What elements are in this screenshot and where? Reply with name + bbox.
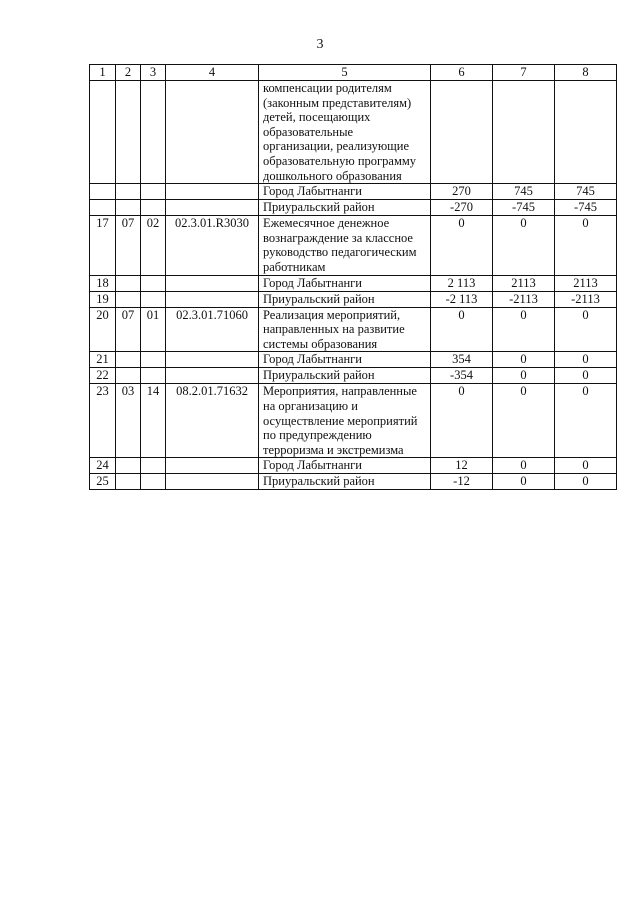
description-cell: Мероприятия, направленные на организацию и осуществление мероприятий по предупреждению терроризма и экстремизма bbox=[259, 384, 431, 458]
amount-col8-cell: -2113 bbox=[555, 291, 617, 307]
description-cell: Город Лабытнанги bbox=[259, 184, 431, 200]
header-cell: 5 bbox=[259, 65, 431, 81]
section-code-cell: 07 bbox=[116, 216, 141, 275]
description-cell: Приуральский район bbox=[259, 368, 431, 384]
table-row bbox=[90, 216, 617, 275]
row-number-cell bbox=[90, 81, 116, 184]
amount-col7-cell: 0 bbox=[493, 216, 555, 275]
amount-col7-cell: -745 bbox=[493, 200, 555, 216]
amount-col6-cell: -12 bbox=[431, 474, 493, 490]
section-code-cell bbox=[116, 368, 141, 384]
table-row bbox=[90, 458, 617, 474]
table-row bbox=[90, 368, 617, 384]
budget-table bbox=[89, 64, 617, 490]
table-row bbox=[90, 291, 617, 307]
target-code-cell bbox=[166, 474, 259, 490]
header-cell: 2 bbox=[116, 65, 141, 81]
target-code-cell: 02.3.01.71060 bbox=[166, 307, 259, 352]
amount-col7-cell: 0 bbox=[493, 384, 555, 458]
header-cell: 6 bbox=[431, 65, 493, 81]
amount-col6-cell: 0 bbox=[431, 216, 493, 275]
subsection-code-cell bbox=[141, 200, 166, 216]
amount-col7-cell: -2113 bbox=[493, 291, 555, 307]
row-number-cell: 21 bbox=[90, 352, 116, 368]
header-cell: 7 bbox=[493, 65, 555, 81]
target-code-cell bbox=[166, 200, 259, 216]
table-row bbox=[90, 307, 617, 352]
target-code-cell: 08.2.01.71632 bbox=[166, 384, 259, 458]
header-cell: 1 bbox=[90, 65, 116, 81]
row-number-cell: 19 bbox=[90, 291, 116, 307]
amount-col8-cell: -745 bbox=[555, 200, 617, 216]
table-row bbox=[90, 200, 617, 216]
description-cell: Приуральский район bbox=[259, 474, 431, 490]
section-code-cell bbox=[116, 184, 141, 200]
amount-col8-cell: 0 bbox=[555, 384, 617, 458]
target-code-cell bbox=[166, 81, 259, 184]
section-code-cell bbox=[116, 200, 141, 216]
amount-col8-cell: 0 bbox=[555, 368, 617, 384]
amount-col8-cell: 2113 bbox=[555, 275, 617, 291]
amount-col6-cell bbox=[431, 81, 493, 184]
section-code-cell bbox=[116, 291, 141, 307]
table-row bbox=[90, 384, 617, 458]
table-row bbox=[90, 184, 617, 200]
subsection-code-cell bbox=[141, 474, 166, 490]
amount-col8-cell: 0 bbox=[555, 307, 617, 352]
subsection-code-cell bbox=[141, 352, 166, 368]
row-number-cell: 18 bbox=[90, 275, 116, 291]
subsection-code-cell: 02 bbox=[141, 216, 166, 275]
amount-col7-cell: 0 bbox=[493, 352, 555, 368]
target-code-cell bbox=[166, 368, 259, 384]
amount-col7-cell: 745 bbox=[493, 184, 555, 200]
description-cell: Реализация мероприятий, направленных на развитие системы образования bbox=[259, 307, 431, 352]
amount-col8-cell: 745 bbox=[555, 184, 617, 200]
table-header-row bbox=[90, 65, 617, 81]
table-row bbox=[90, 352, 617, 368]
amount-col6-cell: 354 bbox=[431, 352, 493, 368]
row-number-cell: 25 bbox=[90, 474, 116, 490]
row-number-cell: 22 bbox=[90, 368, 116, 384]
target-code-cell bbox=[166, 291, 259, 307]
description-cell: компенсации родителям (законным представителям) детей, посещающих образовательные организации, реализующие образовательную программу дошкольного образования bbox=[259, 81, 431, 184]
section-code-cell bbox=[116, 275, 141, 291]
amount-col8-cell: 0 bbox=[555, 458, 617, 474]
table-row bbox=[90, 474, 617, 490]
amount-col6-cell: 0 bbox=[431, 307, 493, 352]
amount-col7-cell: 0 bbox=[493, 307, 555, 352]
subsection-code-cell bbox=[141, 368, 166, 384]
amount-col6-cell: 270 bbox=[431, 184, 493, 200]
target-code-cell bbox=[166, 352, 259, 368]
section-code-cell bbox=[116, 458, 141, 474]
header-cell: 4 bbox=[166, 65, 259, 81]
row-number-cell bbox=[90, 184, 116, 200]
subsection-code-cell: 14 bbox=[141, 384, 166, 458]
table-row bbox=[90, 275, 617, 291]
row-number-cell: 23 bbox=[90, 384, 116, 458]
amount-col8-cell: 0 bbox=[555, 216, 617, 275]
target-code-cell bbox=[166, 184, 259, 200]
amount-col7-cell: 0 bbox=[493, 458, 555, 474]
row-number-cell bbox=[90, 200, 116, 216]
subsection-code-cell bbox=[141, 275, 166, 291]
description-cell: Приуральский район bbox=[259, 200, 431, 216]
target-code-cell: 02.3.01.R3030 bbox=[166, 216, 259, 275]
table-row bbox=[90, 81, 617, 184]
amount-col6-cell: -354 bbox=[431, 368, 493, 384]
description-cell: Приуральский район bbox=[259, 291, 431, 307]
amount-col7-cell bbox=[493, 81, 555, 184]
subsection-code-cell bbox=[141, 184, 166, 200]
amount-col7-cell: 0 bbox=[493, 368, 555, 384]
amount-col6-cell: -270 bbox=[431, 200, 493, 216]
amount-col6-cell: -2 113 bbox=[431, 291, 493, 307]
row-number-cell: 20 bbox=[90, 307, 116, 352]
amount-col8-cell: 0 bbox=[555, 474, 617, 490]
description-cell: Город Лабытнанги bbox=[259, 275, 431, 291]
subsection-code-cell bbox=[141, 81, 166, 184]
amount-col6-cell: 0 bbox=[431, 384, 493, 458]
section-code-cell: 03 bbox=[116, 384, 141, 458]
amount-col8-cell: 0 bbox=[555, 352, 617, 368]
section-code-cell bbox=[116, 474, 141, 490]
row-number-cell: 17 bbox=[90, 216, 116, 275]
description-cell: Ежемесячное денежное вознаграждение за классное руководство педагогическим работникам bbox=[259, 216, 431, 275]
section-code-cell bbox=[116, 81, 141, 184]
target-code-cell bbox=[166, 458, 259, 474]
amount-col7-cell: 0 bbox=[493, 474, 555, 490]
target-code-cell bbox=[166, 275, 259, 291]
header-cell: 3 bbox=[141, 65, 166, 81]
section-code-cell: 07 bbox=[116, 307, 141, 352]
section-code-cell bbox=[116, 352, 141, 368]
amount-col8-cell bbox=[555, 81, 617, 184]
page-number: 3 bbox=[316, 37, 324, 52]
description-cell: Город Лабытнанги bbox=[259, 458, 431, 474]
amount-col6-cell: 12 bbox=[431, 458, 493, 474]
subsection-code-cell bbox=[141, 291, 166, 307]
description-cell: Город Лабытнанги bbox=[259, 352, 431, 368]
amount-col6-cell: 2 113 bbox=[431, 275, 493, 291]
row-number-cell: 24 bbox=[90, 458, 116, 474]
header-cell: 8 bbox=[555, 65, 617, 81]
amount-col7-cell: 2113 bbox=[493, 275, 555, 291]
subsection-code-cell: 01 bbox=[141, 307, 166, 352]
subsection-code-cell bbox=[141, 458, 166, 474]
